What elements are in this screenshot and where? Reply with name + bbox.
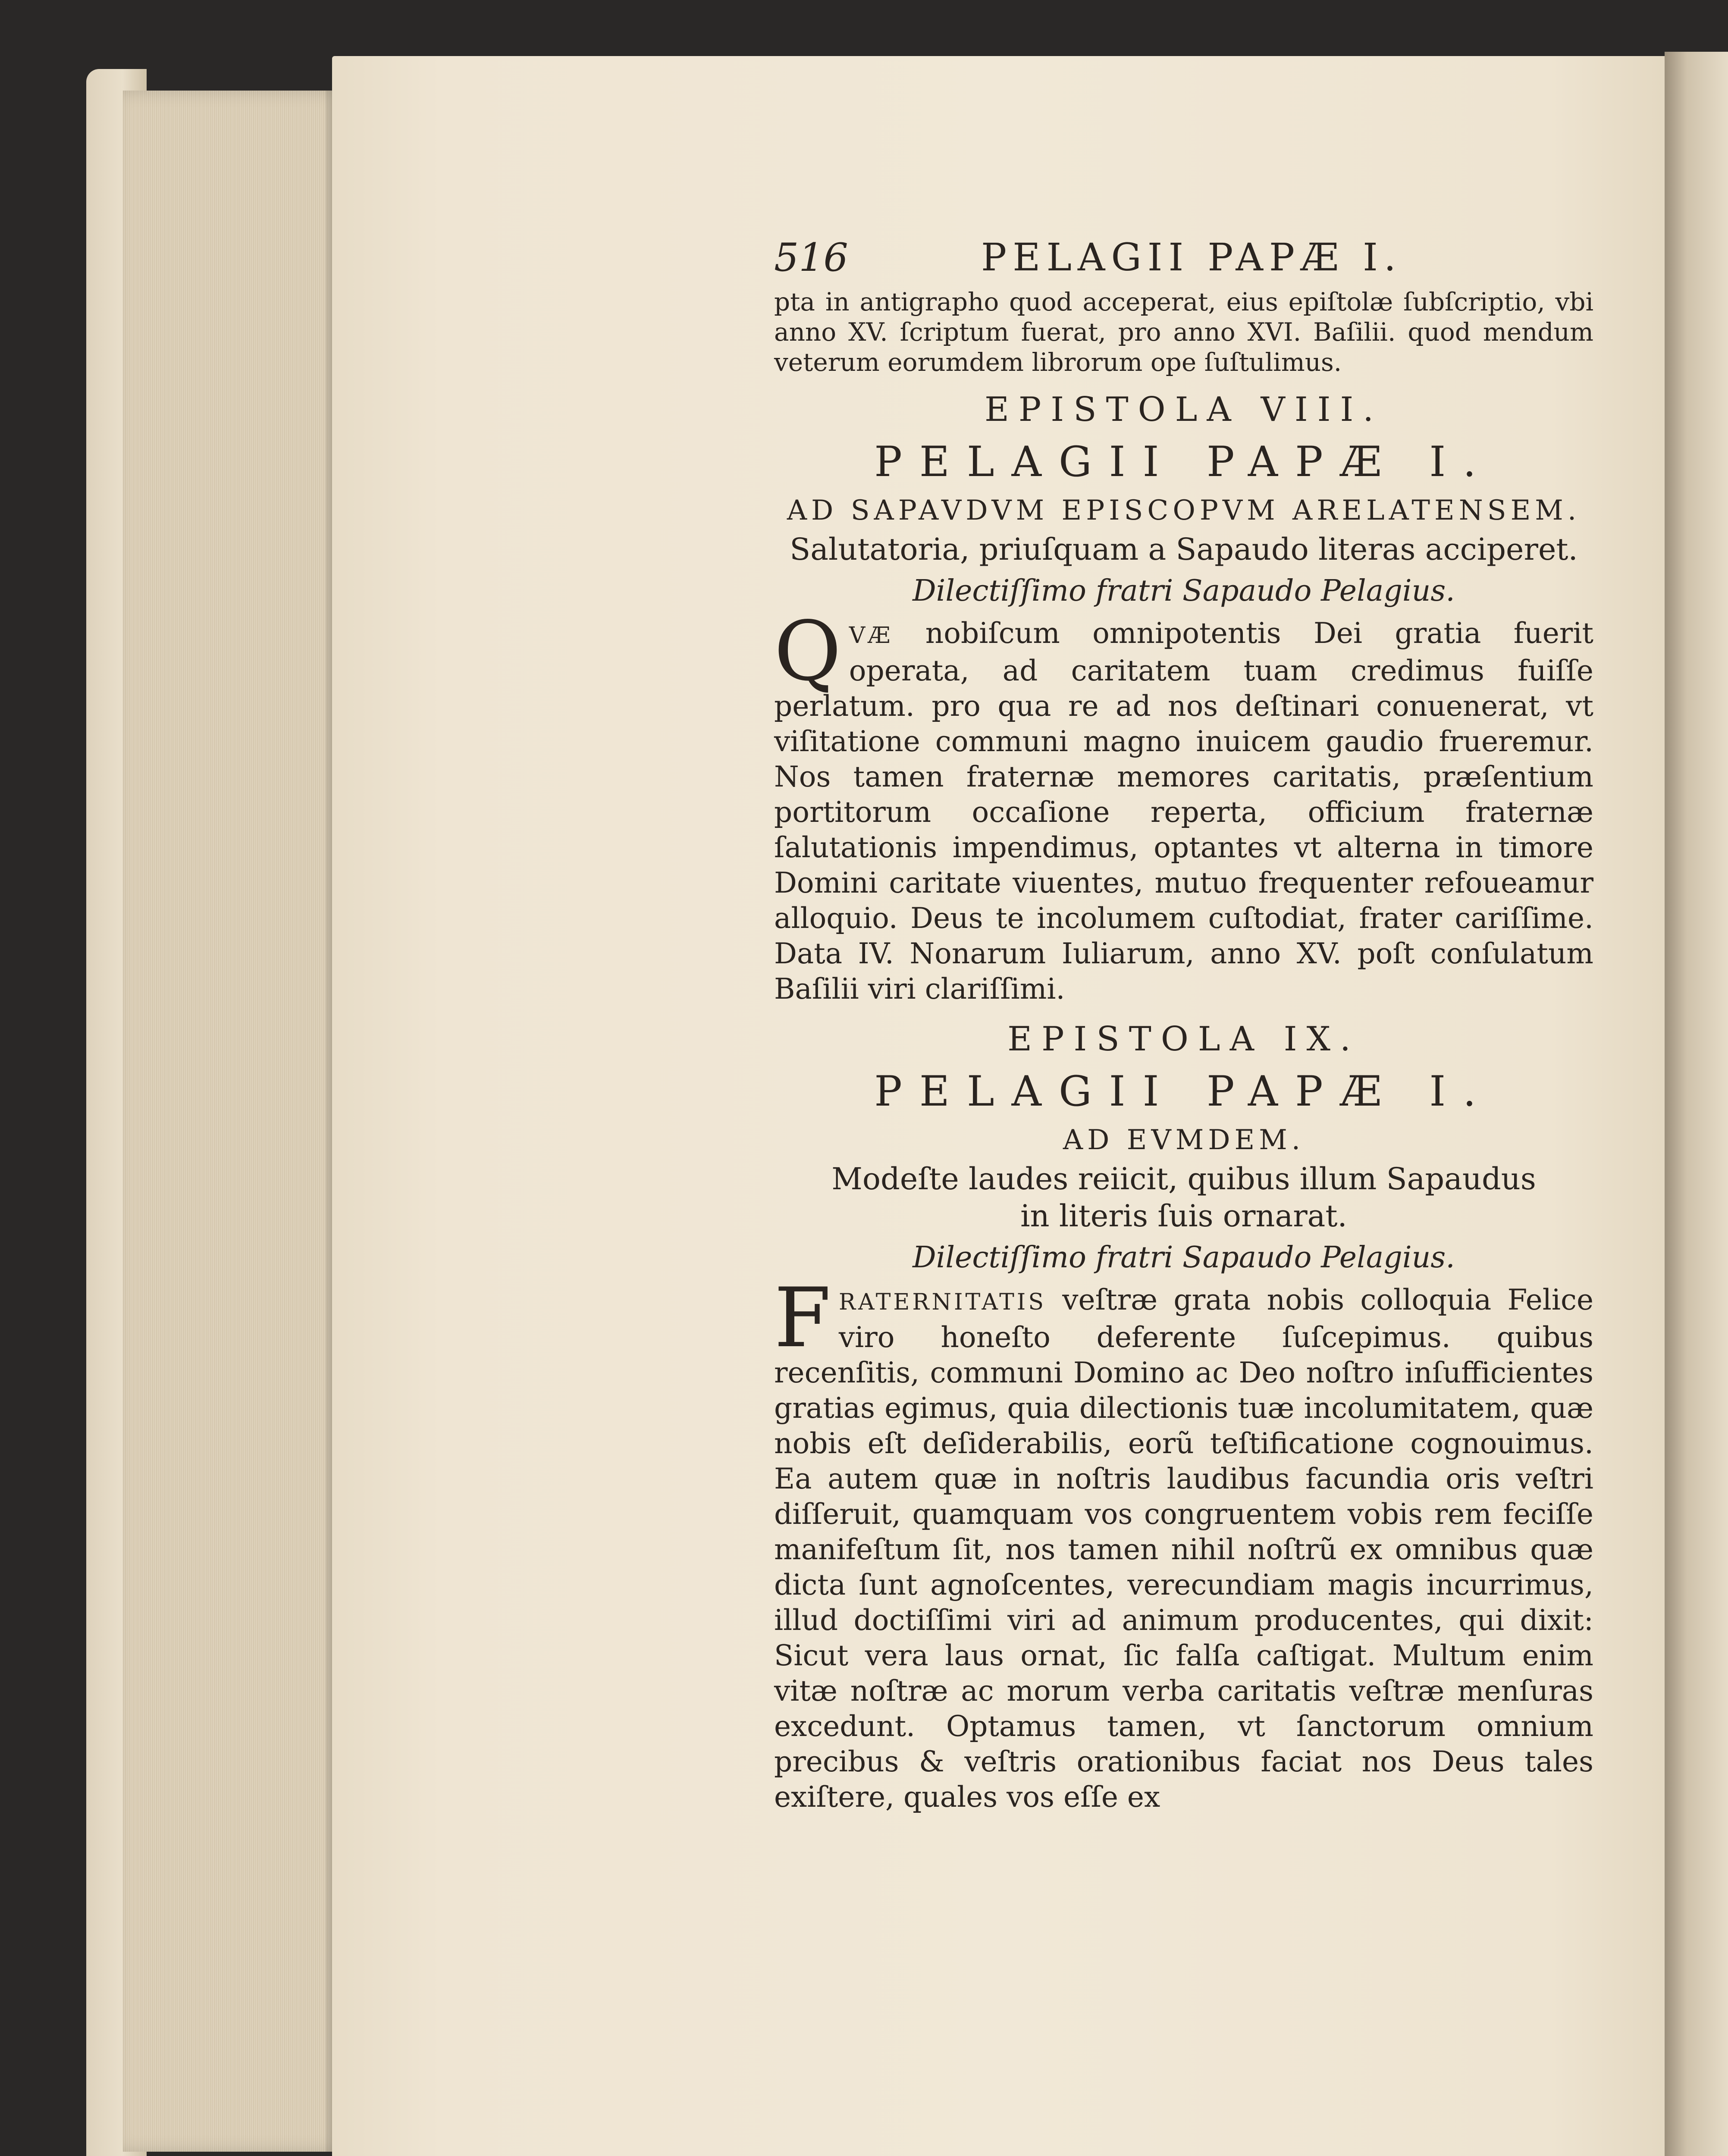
- body-text: veſtræ grata nobis colloquia Felice viro honeſto deferente ſuſcepimus. quibus recenſitis, communi Domino ac Deo noſtro inſufficientes gratias egimus, quia dilectionis tuæ incolumitatem, quæ nobis eſt deſiderabilis, eorũ teſtificatione cognouimus. Ea autem quæ in noſtris laudibus facundia oris veſtri diſſeruit, quamquam vos congruentem vobis rem feciſſe manifeſtum ſit, nos tamen nihil noſtrũ ex omnibus quæ dicta ſunt agnoſcentes, verecundiam magis incurrimus, illud doctiſſimi viri ad animum producentes, qui dixit: Sicut vera laus ornat, ſic falſa caſtigat. Multum enim vitæ noſtræ ac morum verba caritatis veſtræ menſuras excedunt. Optamus tamen, vt ſanctorum omnium precibus & veſtris orationibus faciat nos Deus tales exiſtere, quales vos eſſe ex: [774, 1283, 1594, 1814]
- running-head: [774, 235, 1593, 287]
- epistle-salutation: Dilectiſſimo fratri Sapaudo Pelagius.: [913, 1241, 1455, 1275]
- epistle-author: PELAGII PAPÆ I.: [874, 1067, 1493, 1116]
- epistle-body: [774, 604, 1593, 1007]
- epistle-9: [774, 1020, 1593, 1815]
- epistle-addressee: AD SAPAVDVM EPISCOPVM ARELATENSEM.: [787, 495, 1581, 526]
- lead-words: VÆ: [849, 623, 893, 649]
- epistle-body: [774, 1270, 1594, 1815]
- epistle-summary: Salutatoria, priuſquam a Sapaudo literas acciperet.: [790, 532, 1578, 567]
- drop-capital: F: [774, 1270, 831, 1366]
- intro-paragraph: pta in antigrapho quod acceperat, eius epiſtolæ ſubſcriptio, vbi anno XV. ſcriptum fuerat, pro anno XVI. Baſilii. quod mendum veterum eorumdem librorum ope ſuſtulimus.: [774, 287, 1593, 377]
- epistle-summary: [774, 1160, 1593, 1235]
- running-title: PELAGII PAPÆ I.: [981, 235, 1402, 279]
- summary-line: in literis ſuis ornarat.: [1020, 1198, 1347, 1234]
- body-text: nobiſcum omnipotentis Dei gratia fuerit operata, ad caritatem tuam credimus fuiſſe perlatum. pro qua re ad nos deſtinari conuenerat, vt viſitatione communi magno inuicem gaudio frueremur. Nos tamen fraternæ memores caritatis, præſentium portitorum occaſione reperta, officium fraternæ ſalutationis impendimus, optantes vt alterna in timore Domini caritate viuentes, mutuo frequenter refoueamur alloquio. Deus te incolumem cuſtodiat, frater cariſſime. Data IV. Nonarum Iuliarum, anno XV. poſt conſulatum Baſilii viri clariſſimi.: [774, 617, 1593, 1006]
- epistle-salutation: Dilectiſſimo fratri Sapaudo Pelagius.: [913, 574, 1455, 608]
- drop-capital: Q: [774, 604, 841, 699]
- epistle-author: PELAGII PAPÆ I.: [874, 438, 1493, 486]
- epistle-number: EPISTOLA VIII.: [984, 390, 1383, 429]
- lead-words: RATERNITATIS: [838, 1289, 1046, 1315]
- epistle-addressee: AD EVMDEM.: [1063, 1124, 1305, 1156]
- epistle-number: EPISTOLA IX.: [1007, 1020, 1360, 1059]
- page-number: 516: [774, 235, 848, 280]
- summary-line: Modeſte laudes reiicit, quibus illum Sapaudus: [831, 1161, 1536, 1197]
- book-gutter: [1665, 52, 1728, 2156]
- epistle-8: [774, 390, 1593, 1007]
- text-column: [774, 235, 1593, 1815]
- page-block-edge: [123, 91, 347, 2152]
